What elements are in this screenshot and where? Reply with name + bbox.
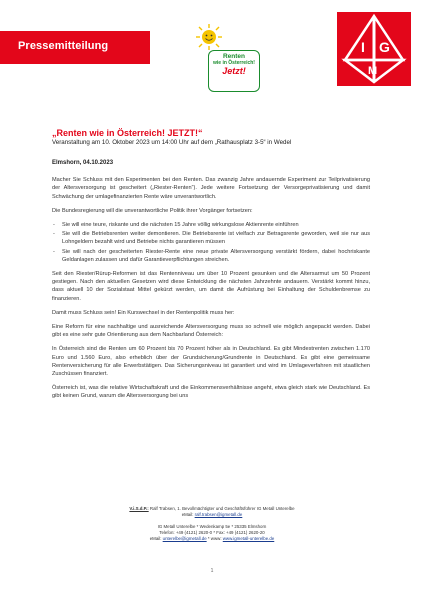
page-number: 1 bbox=[210, 568, 214, 574]
footer-web-line bbox=[60, 536, 364, 542]
footer-email-label: eMail: bbox=[181, 512, 195, 517]
footer-website-link[interactable]: www.igmetall-unterelbe.de bbox=[222, 536, 275, 541]
svg-text:I: I bbox=[361, 39, 365, 55]
demands-list bbox=[52, 221, 370, 264]
badge-line3: Jetzt! bbox=[222, 66, 246, 76]
footer bbox=[60, 506, 364, 542]
badge-box bbox=[208, 50, 260, 92]
footer-vis-label: V.i.S.d.P.: bbox=[129, 506, 149, 511]
footer-address: IG Metall Unterelbe * Wedenkamp 5e * 25335 Elmshorn bbox=[157, 524, 267, 529]
change-paragraph: Damit muss Schluss sein! Ein Kurswechsel in der Rentenpolitik muss her: bbox=[52, 309, 235, 316]
footer-web-sep: * www: bbox=[206, 536, 223, 541]
compare-paragraph: In Österreich sind die Renten um 60 Prozent bis 70 Prozent höher als in Deutschland. Es gibt Mindestrenten zwischen 1.170 Euro und 1.560 Euro, also erheblich über der Grundsicherung/Grundrente in Deutschland. Es gibt eine gemeinsame Rentenversicherung für alle Erwerbstätigen. Das Sicherungsniveau ist garantiert und wird im Umlageverfahren mit staatlichen Zuschüssen finanziert. bbox=[52, 346, 370, 378]
igm-logo bbox=[337, 12, 411, 86]
badge-line2: wie in Österreich! bbox=[213, 60, 255, 66]
reform-paragraph: Seit den Riester/Rürup-Reformen ist das Rentenniveau um über 10 Prozent gesunken und die Altersarmut um 50 Prozent gestiegen. Nach den aktuellen Gesetzen wird diese Entwicklung die nächsten Jahrzehnte andauern. Verstärkt kommt hinzu, dass aktuell 10 der Sozialstaat Mittel gekürzt werden, um damit die Aufrüstung bei Einhaltung der Schuldenbremse zu finanzieren. bbox=[52, 271, 370, 302]
article-subtitle: Veranstaltung am 10. Oktober 2023 um 14:00 Uhr auf dem „Rathausplatz 3-5“ in Wedel bbox=[52, 139, 292, 146]
list-item: - Sie will die Betriebsrenten weiter demontieren. Die Betriebsrente ist vielfach zur Betragsrente geworden, weil sie nur aus Lohngeldern bezahlt wird und Betriebe nichts garantieren müssen bbox=[52, 230, 370, 246]
sun-icon bbox=[196, 24, 222, 50]
footer-web-label: eMail: bbox=[149, 536, 163, 541]
dateline: Elmshorn, 04.10.2023 bbox=[52, 160, 114, 166]
svg-text:G: G bbox=[379, 39, 390, 55]
austria-paragraph: Eine Reform für eine nachhaltige und ausreichende Altersversorgung muss so schnell wie möglich angepackt werden. Dabei gibt es eine sehr gute Orientierung aus dem Nachbarland Österreich: bbox=[52, 324, 370, 339]
list-item: - Sie will eine teure, riskante und die nächsten 15 Jahre völlig wirkungslose Aktienrente einführen bbox=[52, 221, 370, 229]
badge-line1: Renten bbox=[222, 53, 246, 60]
footer-web-email-link[interactable]: unterelbe@igmetall.de bbox=[162, 536, 207, 541]
footer-email-link[interactable]: ralf.trabsen@igmetall.de bbox=[194, 512, 243, 517]
footer-phone: Telefon: +49 (4121) 2620-0 * Fax: +49 (4121) 2620-20 bbox=[159, 530, 265, 535]
intro-paragraph: Macher Sie Schluss mit den Experimenten bei den Renten. Das zwanzig Jahre andauernde Experiment zur Teilprivatisierung der Altersversorgung ist gescheitert („Riester-Renten“). Jede weitere Fortsetzung der Versorgeprivatisierung und damit Schwächung der umlagefinanzierten Rente wäre unverantwortlich. bbox=[52, 177, 370, 200]
list-item: - Sie will nach der gescheiterten Riester-Rente eine neue private Altersversorgung verstärkt fördern, dabei hochriskante Geldanlagen zulassen und dafür Garantieverpflichtungen streichen. bbox=[52, 248, 370, 264]
economy-paragraph: Österreich ist, was die relative Wirtschaftskraft und die Einkommensverhältnisse angeht, etwa gleich stark wie Deutschland. Es gibt keinen Grund, warum die Altersversorgung bei uns bbox=[52, 385, 370, 400]
page-title: Pressemitteilung bbox=[18, 40, 109, 52]
demands-intro: Die Bundesregierung will die unverantwortliche Politik ihrer Vorgänger fortsetzen: bbox=[52, 207, 253, 214]
article-body bbox=[52, 128, 370, 407]
article-title: „Renten wie in Österreich! JETZT!“ bbox=[52, 128, 203, 138]
svg-text:M: M bbox=[368, 65, 378, 77]
footer-vis-text: Ralf Trabsen, 1. Bevollmächtigter und Geschäftsführer IG Metall Unterelbe bbox=[148, 506, 295, 511]
igm-logo-icon bbox=[337, 12, 411, 86]
campaign-badge bbox=[190, 20, 260, 98]
